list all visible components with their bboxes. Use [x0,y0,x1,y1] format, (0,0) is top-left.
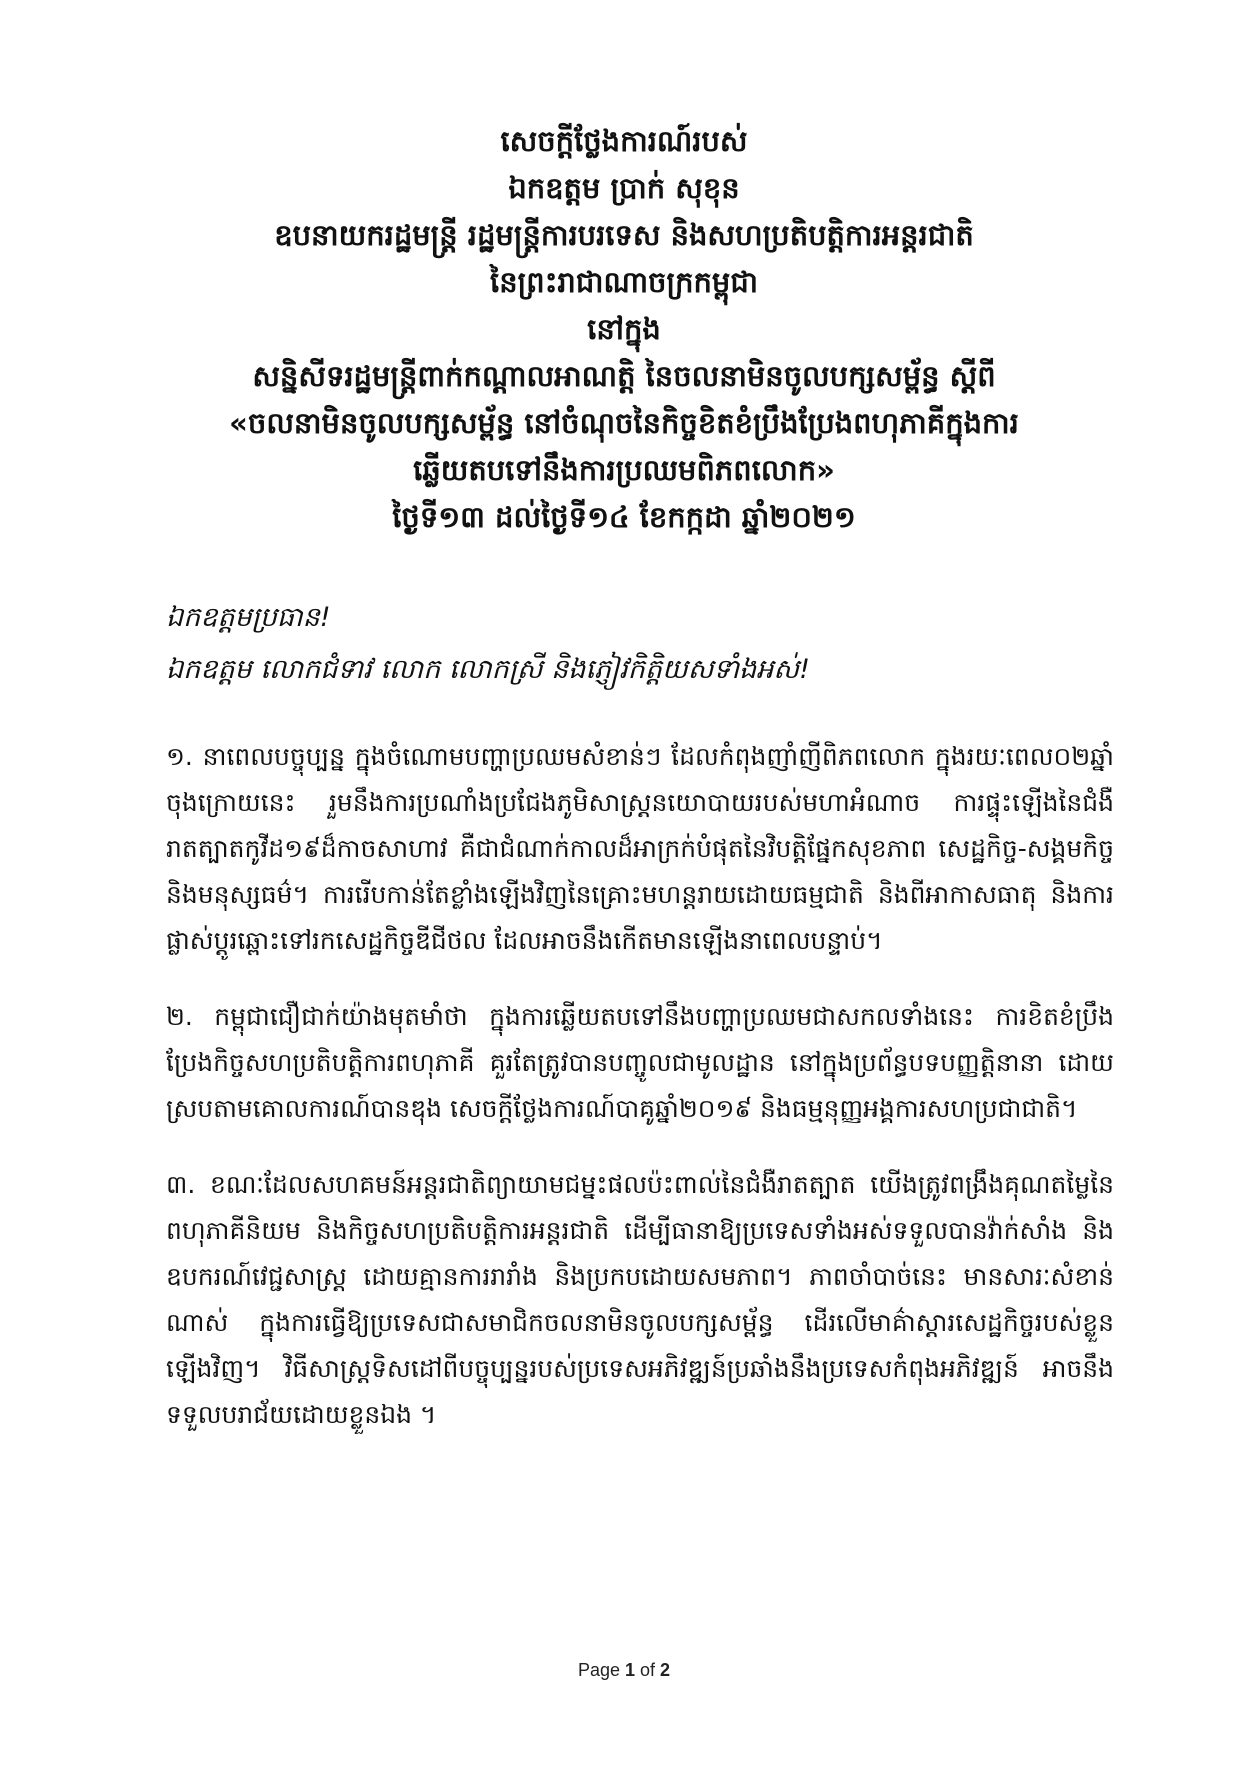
title-line-at: នៅក្នុង [587,312,661,346]
salutation-chair: ឯកឧត្តមប្រធាន! [166,602,331,633]
title-line-speaker-name: ឯកឧត្តម ប្រាក់ សុខុន [508,171,740,205]
title-line-theme-1: «ចលនាមិនចូលបក្សសម្ព័ន្ធ នៅចំណុចនៃកិច្ចខិតខំប្រឹងប្រែងពហុភាគីក្នុងការ [229,406,1019,440]
page-of-label: of [635,1660,661,1680]
page-label: Page [577,1660,625,1680]
title-block [150,118,1098,541]
total-page-count: 2 [660,1660,671,1680]
paragraph-1: ១. នាពេលបច្ចុប្បន្ន ក្នុងចំណោមបញ្ហាប្រឈមសំខាន់ៗ ដែលកំពុងញាំញីពិភពលោក ក្នុងរយៈពេល០២ឆ្នាំចុងក្រោយនេះ រួមនឹងការប្រណាំងប្រជែងភូមិសាស្ត្រនយោបាយរបស់មហាអំណាច ការផ្ទុះឡើងនៃជំងឺរាតត្បាតកូវីដ១៩ដ៏កាចសាហាវ គឺជាជំណាក់កាលដ៏អាក្រក់បំផុតនៃវិបត្តិផ្នែកសុខភាព សេដ្ឋកិច្ច-សង្គមកិច្ច និងមនុស្សធម៌។ ការរើបកាន់តែខ្លាំងឡើងវិញនៃគ្រោះមហន្តរាយដោយធម្មជាតិ និងពីអាកាសធាតុ និងការផ្លាស់ប្តូរឆ្ពោះទៅរកសេដ្ឋកិច្ចឌីជីថល ដែលអាចនឹងកើតមានឡើងនាពេលបន្ទាប់។ [166,742,1114,955]
paragraph-3: ៣. ខណៈដែលសហគមន៍អន្តរជាតិព្យាយាមជម្នះផលប៉ះពាល់នៃជំងឺរាតត្បាត យើងត្រូវពង្រឹងគុណតម្លៃនៃពហុភាគីនិយម និងកិច្ចសហប្រតិបត្តិការអន្តរជាតិ ដើម្បីធានាឱ្យប្រទេសទាំងអស់ទទួលបានវ៉ាក់សាំង និងឧបករណ៍វេជ្ជសាស្ត្រ ដោយគ្មានការរារាំង និងប្រកបដោយសមភាព។ ភាពចាំបាច់នេះ មានសារៈសំខាន់ណាស់ ក្នុងការធ្វើឱ្យប្រទេសជាសមាជិកចលនាមិនចូលបក្សសម្ព័ន្ធ ដើរលើមាគ៌ាស្តារសេដ្ឋកិច្ចរបស់ខ្លួនឡើងវិញ។ វិធីសាស្ត្រទិសដៅពីបច្ចុប្បន្នរបស់ប្រទេសអភិវឌ្ឍន៍ប្រឆាំងនឹងប្រទេសកំពុងអភិវឌ្ឍន៍ អាចនឹងទទួលបរាជ័យដោយខ្លួនឯង ។ [166,1170,1114,1429]
title-line-country: នៃព្រះរាជាណាចក្រកម្ពុជា [490,265,758,299]
body-block [166,734,1114,1468]
title-line-speaker-position: ឧបនាយករដ្ឋមន្ត្រី រដ្ឋមន្ត្រីការបរទេស និងសហប្រតិបត្តិការអន្តរជាតិ [274,218,974,252]
title-line-conference: សន្និសីទរដ្ឋមន្ត្រីពាក់កណ្តាលអាណត្តិ នៃចលនាមិនចូលបក្សសម្ព័ន្ធ ស្តីពី [252,359,996,393]
paragraph-2: ២. កម្ពុជាជឿជាក់យ៉ាងមុតមាំថា ក្នុងការឆ្លើយតបទៅនឹងបញ្ហាប្រឈមជាសកលទាំងនេះ ការខិតខំប្រឹងប្រែងកិច្ចសហប្រតិបត្តិការពហុភាគី គួរតែត្រូវបានបញ្ចូលជាមូលដ្ឋាន នៅក្នុងប្រព័ន្ធបទបញ្ញត្តិនានា ដោយស្របតាមគោលការណ៍បានឌុង សេចក្តីថ្លែងការណ៍បាគូឆ្នាំ២០១៩ និងធម្មនុញ្ញអង្គការសហប្រជាជាតិ។ [166,1002,1114,1123]
salutation-guests: ឯកឧត្តម លោកជំទាវ លោក លោកស្រី និងភ្ញៀវកិត្តិយសទាំងអស់! [166,654,810,685]
title-line-statement: សេចក្តីថ្លែងការណ៍របស់ [500,124,748,158]
current-page-number: 1 [625,1660,636,1680]
salutation-block [166,592,1106,696]
title-line-theme-2: ឆ្លើយតបទៅនឹងការប្រឈមពិភពលោក» [413,453,835,487]
title-line-date: ថ្ងៃទី១៣ ដល់ថ្ងៃទី១៤ ខែកក្កដា ឆ្នាំ២០២១ [392,500,856,534]
page-number-footer [0,1660,1248,1681]
